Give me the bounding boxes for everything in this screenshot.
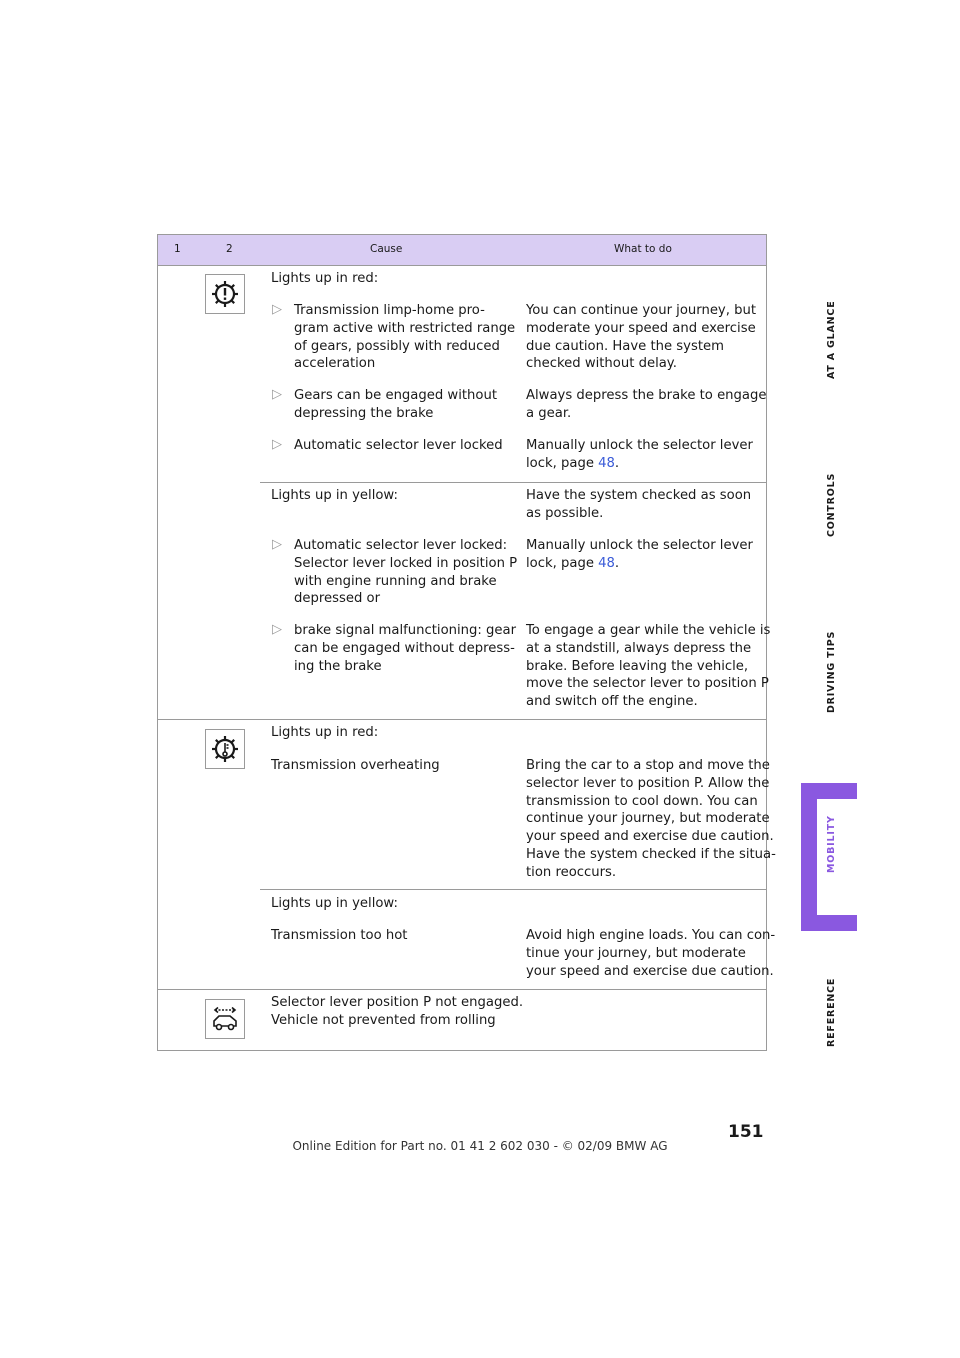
section-at-a-glance[interactable]: AT A GLANCE <box>826 300 837 379</box>
header-what-to-do: What to do <box>614 243 672 255</box>
page-link[interactable]: 48 <box>598 555 615 571</box>
row2-yellow-cause: Transmission too hot <box>271 928 408 943</box>
header-cause: Cause <box>370 243 403 255</box>
transmission-warning-icon <box>205 274 245 314</box>
bullet-icon: ▷ <box>272 537 282 552</box>
page-number: 151 <box>728 1122 764 1142</box>
row1-yellow-cause-2: brake signal malfunctioning: gear can be engaged without depress- ing the brake <box>294 623 517 674</box>
table-header <box>158 235 766 266</box>
row1-yellow-action: Have the system checked as soon as possible. <box>526 488 752 521</box>
bullet-icon: ▷ <box>272 302 282 317</box>
row1-yellow-cause-1: Automatic selector lever locked: Selector lever locked in position P with engine running and brake depressed or <box>294 538 518 607</box>
bullet-icon: ▷ <box>272 622 282 637</box>
section-controls[interactable]: CONTROLS <box>826 472 837 537</box>
row2-yellow-title: Lights up in yellow: <box>271 896 398 911</box>
footer-edition-note: Online Edition for Part no. 01 41 2 602 030 - © 02/09 BMW AG <box>292 1139 668 1153</box>
row1-red-action-3: Manually unlock the selector lever lock, page 48. <box>526 438 753 471</box>
section-driving-tips[interactable]: DRIVING TIPS <box>826 630 837 713</box>
divider <box>260 889 766 890</box>
row2-red-title: Lights up in red: <box>271 725 379 740</box>
row1-red-title: Lights up in red: <box>271 271 379 286</box>
transmission-temperature-icon <box>205 729 245 769</box>
row2-red-action: Bring the car to a stop and move the selector lever to position P. Allow the transmission to cool down. You can continue your journey, but moderate your speed and exercise due caution. Have the system checked if the situa- tion reoccurs. <box>526 758 776 880</box>
page-link[interactable]: 48 <box>598 455 615 471</box>
divider <box>260 482 766 483</box>
divider <box>158 719 766 720</box>
bullet-icon: ▷ <box>272 437 282 452</box>
row1-yellow-title: Lights up in yellow: <box>271 488 398 503</box>
row1-red-cause-3: Automatic selector lever locked <box>294 438 503 453</box>
section-mobility[interactable]: MOBILITY <box>826 815 837 873</box>
section-reference[interactable]: REFERENCE <box>826 977 837 1047</box>
row3-text: Selector lever position P not engaged. Vehicle not prevented from rolling <box>271 995 524 1028</box>
row1-red-action-1: You can continue your journey, but moderate your speed and exercise due caution. Have the system checked without delay. <box>526 303 757 372</box>
row1-yellow-action-2: To engage a gear while the vehicle is at a standstill, always depress the brake. Before leaving the vehicle, move the selector lever to position P and switch off the engine. <box>526 623 771 710</box>
header-col-2: 2 <box>226 243 233 255</box>
vehicle-rolling-icon <box>205 999 245 1039</box>
row1-red-action-2: Always depress the brake to engage a gear. <box>526 388 767 421</box>
row2-red-cause: Transmission overheating <box>271 758 440 773</box>
divider <box>158 989 766 990</box>
row2-yellow-action: Avoid high engine loads. You can con- tinue your journey, but moderate your speed and exercise due caution. <box>526 928 776 979</box>
row1-yellow-action-1: Manually unlock the selector lever lock, page 48. <box>526 538 753 571</box>
row1-red-cause-1: Transmission limp-home pro- gram active with restricted range of gears, possibly with reduced acceleration <box>294 303 516 372</box>
header-col-1: 1 <box>174 243 181 255</box>
row1-red-cause-2: Gears can be engaged without depressing the brake <box>294 388 498 421</box>
bullet-icon: ▷ <box>272 387 282 402</box>
